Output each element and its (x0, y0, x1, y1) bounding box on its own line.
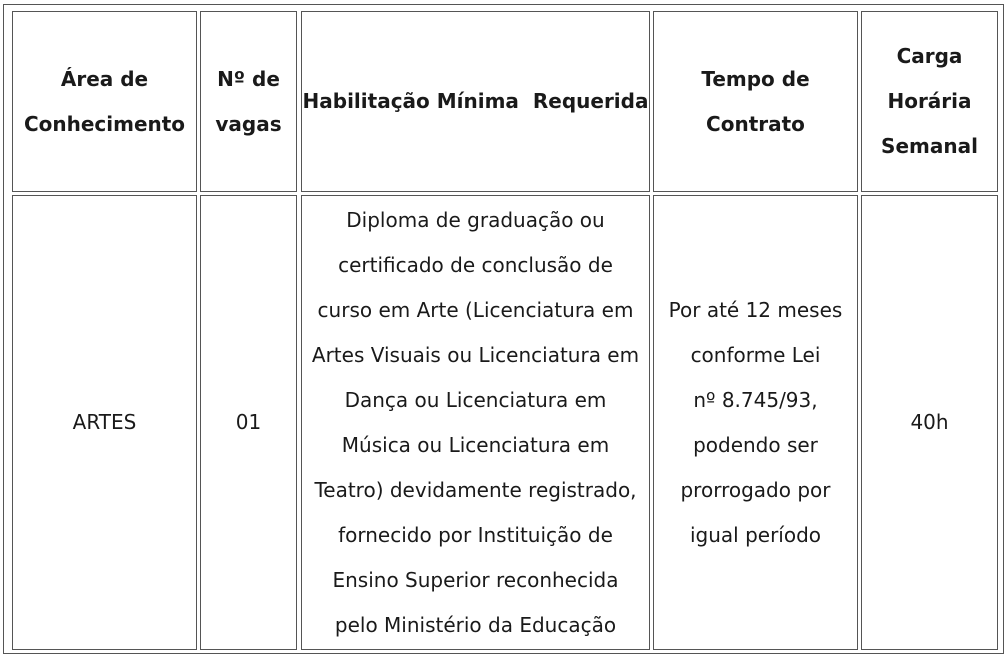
habilitacao-line: Dança ou Licenciatura em (344, 387, 607, 412)
header-area-lines (24, 57, 185, 147)
header-carga-line: Carga (896, 44, 963, 68)
habilitacao-line: Teatro) devidamente registrado, (314, 477, 637, 502)
habilitacao-line: fornecido por Instituição de (338, 522, 613, 547)
habilitacao-line: pelo Ministério da Educação (334, 612, 617, 637)
header-vagas (200, 11, 297, 192)
header-tempo-lines (701, 57, 809, 147)
header-vagas-line: Nº de (217, 66, 280, 91)
cell-tempo (653, 195, 858, 650)
header-habilitacao-line: Habilitação Mínima Requerida (302, 89, 649, 113)
header-carga-line: Horária (887, 89, 972, 113)
header-vagas-lines (215, 57, 281, 147)
area-value: ARTES (72, 410, 137, 434)
cell-vagas (200, 195, 297, 650)
header-area-line: Conhecimento (23, 111, 186, 136)
header-area-line: Área de (60, 66, 149, 91)
habilitacao-line: curso em Arte (Licenciatura em (317, 297, 634, 322)
cell-habilitacao (301, 195, 650, 650)
header-carga (861, 11, 998, 192)
tempo-lines (669, 288, 843, 558)
cell-carga (861, 195, 998, 650)
header-vagas-line: vagas (215, 111, 282, 136)
header-tempo (653, 11, 858, 192)
tempo-line: igual período (689, 522, 822, 547)
header-habilitacao-lines (303, 79, 649, 124)
tempo-line: podendo ser (693, 432, 818, 457)
habilitacao-lines (312, 198, 639, 648)
tempo-line: prorrogado por (680, 477, 831, 502)
cell-area (12, 195, 197, 650)
header-tempo-line: Contrato (706, 111, 805, 136)
habilitacao-line: Música ou Licenciatura em (341, 432, 610, 457)
habilitacao-line: Artes Visuais ou Licenciatura em (311, 342, 640, 367)
habilitacao-line: Diploma de graduação ou (346, 207, 605, 232)
carga-value: 40h (910, 410, 949, 434)
header-carga-lines (881, 34, 978, 169)
header-habilitacao (301, 11, 650, 192)
header-area (12, 11, 197, 192)
header-tempo-line: Tempo de (701, 66, 810, 91)
tempo-line: conforme Lei (690, 342, 821, 367)
habilitacao-line: Ensino Superior reconhecida (332, 567, 619, 592)
tempo-line: Por até 12 meses (668, 297, 843, 322)
tempo-line: nº 8.745/93, (693, 387, 818, 412)
habilitacao-line: certificado de conclusão de (338, 252, 613, 277)
vagas-value: 01 (235, 410, 262, 434)
header-carga-line: Semanal (881, 134, 978, 158)
